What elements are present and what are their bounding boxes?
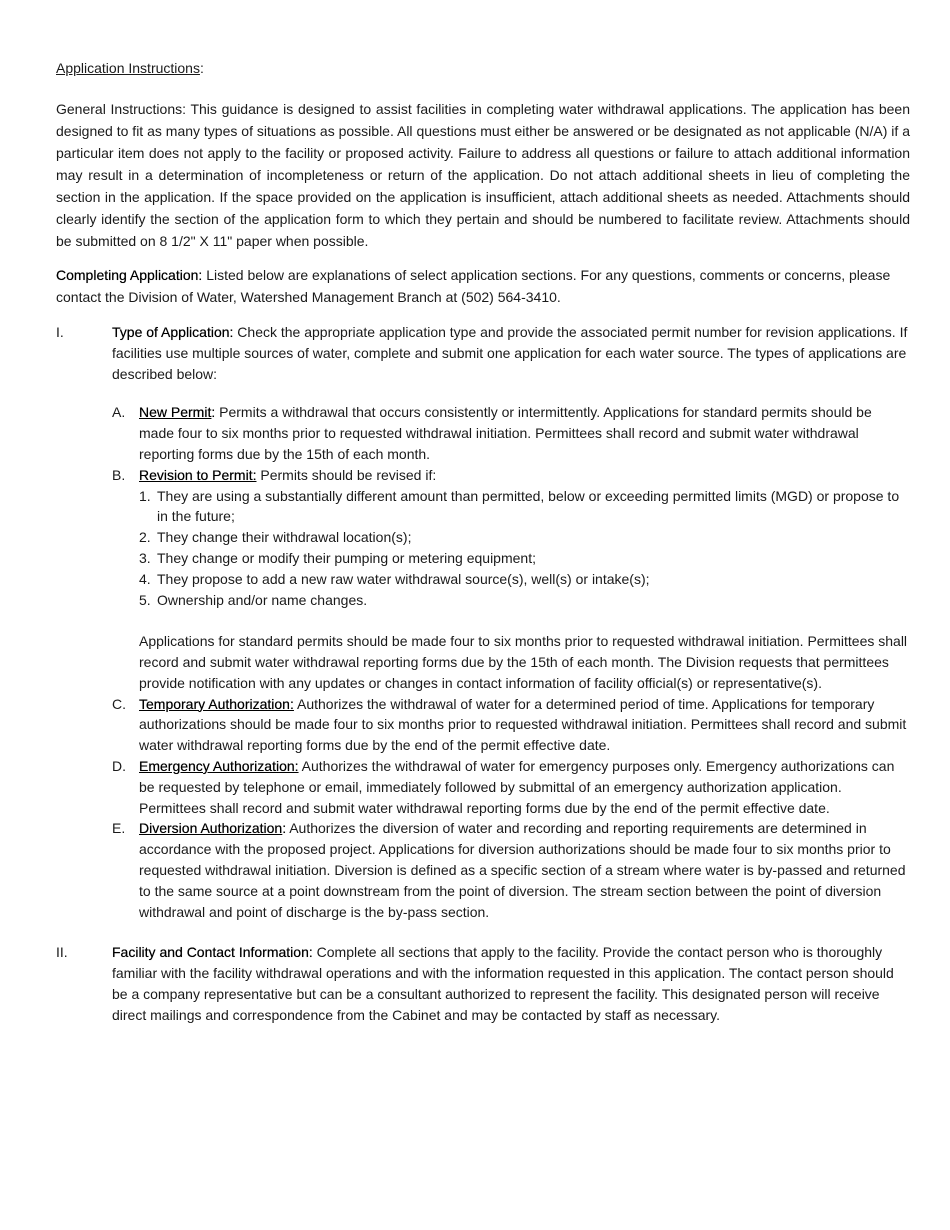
list-item-temporary-authorization [112, 694, 910, 756]
item-body [139, 756, 910, 818]
section-text: Check the appropriate application type and provide the associated permit number for revision applications. If facilities use multiple sources of water, complete and submit one application for each water source. The types of applications are described below: [112, 324, 908, 382]
item-body [139, 402, 910, 464]
list-item [139, 590, 910, 611]
reason-text: They are using a substantially different amount than permitted, below or exceeding permitted limits (MGD) or propose to in the future; [157, 487, 900, 525]
title-colon: : [199, 60, 204, 76]
list-item [139, 527, 910, 548]
item-colon: : [211, 404, 216, 421]
item-letter: E. [112, 820, 126, 837]
list-item [139, 548, 910, 569]
reason-number: 5. [139, 591, 151, 608]
application-types-list [112, 402, 910, 922]
title-text: Application Instructions [56, 60, 200, 76]
item-text: Authorizes the withdrawal of water for emergency purposes only. Emergency authorizations can be requested by telephone or email, immediately followed by submittal of an emergency authorization application. Permittees shall record and submit water withdrawal reporting forms due by the end of the permit effective date. [139, 757, 895, 816]
section-facility-contact [56, 942, 910, 1025]
revision-followup: Applications for standard permits should be made four to six months prior to requested withdrawal initiation. Permittees shall record and submit water withdrawal reporting forms due by the 15th of each month. The Division requests that permittees provide notification with any updates or changes in contact information of facility official(s) or representative(s). [139, 633, 908, 691]
section-type-of-application [56, 322, 910, 922]
reason-number: 4. [139, 570, 151, 587]
revision-reasons-list [139, 486, 910, 611]
page-title [56, 58, 910, 78]
list-item [139, 486, 910, 528]
section-number: I. [56, 324, 64, 340]
item-body [139, 818, 910, 922]
item-label: Revision to Permit: [139, 466, 257, 483]
completing-text: Listed below are explanations of select application sections. For any questions, comments or concerns, please contact the Division of Water, Watershed Management Branch at (502) 564-3410. [56, 267, 891, 305]
item-body [139, 694, 910, 756]
item-label: Emergency Authorization: [139, 757, 299, 774]
reason-text: They propose to add a new raw water withdrawal source(s), well(s) or intake(s); [157, 570, 650, 587]
item-label: Temporary Authorization: [139, 695, 294, 712]
item-colon: : [282, 820, 287, 837]
item-label: New Permit [139, 404, 212, 421]
section-number: II. [56, 944, 68, 961]
item-label: Diversion Authorization [139, 820, 283, 837]
list-item-emergency-authorization [112, 756, 910, 818]
section-body [112, 322, 910, 922]
section-label: Type of Application: [112, 324, 234, 340]
section-body [112, 942, 910, 1025]
reason-text: Ownership and/or name changes. [157, 591, 368, 608]
item-text: Permits a withdrawal that occurs consistently or intermittently. Applications for standard permits should be made four to six months prior to requested withdrawal initiation. Permittees shall record and submit water withdrawal reporting forms due by the 15th of each month. [139, 404, 872, 462]
completing-application [56, 264, 910, 308]
list-item [139, 569, 910, 590]
item-body [139, 465, 910, 694]
section-intro [112, 322, 910, 384]
section-label: Facility and Contact Information: [112, 944, 313, 961]
list-item-new-permit [112, 402, 910, 464]
reason-text: They change their withdrawal location(s); [157, 529, 412, 546]
completing-label: Completing Application: [56, 267, 203, 283]
item-letter: C. [112, 695, 126, 712]
item-text: Permits should be revised if: [256, 466, 437, 483]
item-text: Authorizes the diversion of water and recording and reporting requirements are determined in accordance with the proposed project. Applications for diversion authorizations should be made four to six months prior to requested withdrawal initiation. Diversion is defined as a specific section of a stream where water is by-passed and returned to the same source at a point downstream from the point of diversion. The stream section between the point of diversion withdrawal and point of discharge is the by-pass section. [139, 820, 906, 920]
section-text: Complete all sections that apply to the facility. Provide the contact person who is thoroughly familiar with the facility withdrawal operations and with the information requested in this application. The contact person should be a company representative but can be a consultant authorized to represent the facility. This designated person will receive direct mailings and correspondence from the Cabinet and may be contacted by staff as necessary. [112, 944, 894, 1023]
general-instructions: General Instructions: This guidance is designed to assist facilities in completing water withdrawal applications. The application has been designed to fit as many types of situations as possible. All questions must either be answered or be designated as not applicable (N/A) if a particular item does not apply to the facility or proposed activity. Failure to address all questions or failure to attach additional information may result in a determination of incompleteness or return of the application. Do not attach additional sheets in lieu of completing the section in the application. If the space provided on the application is insufficient, attach additional sheets as needed. Attachments should clearly identify the section of the application form to which they pertain and should be numbered to facilitate review. Attachments should be submitted on 8 1/2" X 11" paper when possible. [56, 101, 910, 249]
item-letter: B. [112, 466, 126, 483]
reason-number: 3. [139, 549, 151, 566]
reason-number: 1. [139, 487, 151, 504]
list-item-diversion-authorization [112, 818, 910, 922]
item-text: Authorizes the withdrawal of water for a determined period of time. Applications for temporary authorizations should be made four to six months prior to requested withdrawal initiation. Permittees shall record and submit water withdrawal reporting forms due by the end of the permit effective date. [139, 695, 907, 754]
reason-text: They change or modify their pumping or metering equipment; [157, 549, 536, 566]
item-letter: A. [112, 404, 126, 421]
list-item-revision-to-permit [112, 465, 910, 694]
item-letter: D. [112, 757, 126, 774]
reason-number: 2. [139, 529, 151, 546]
